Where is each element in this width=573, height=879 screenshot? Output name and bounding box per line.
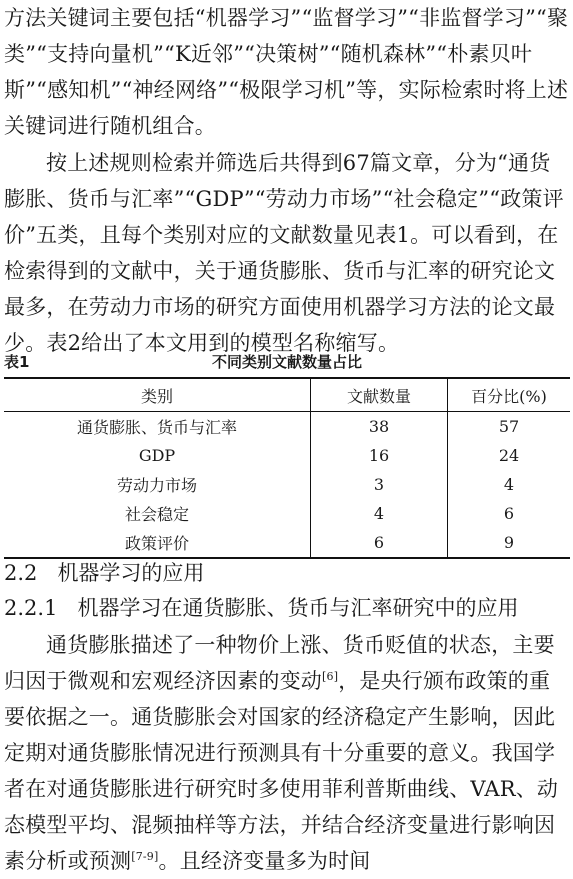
table-row	[4, 412, 570, 442]
column-header-category: 类别	[4, 378, 311, 412]
citation[interactable]: [6]	[322, 670, 339, 683]
paragraph-inflation	[4, 627, 570, 879]
paragraph-text-part: 通货膨胀描述了一种物价上涨、货币贬值的状态，主要归因于微观和宏观经济因素的变动	[4, 633, 555, 693]
cell-percent: 9	[448, 528, 571, 558]
cell-percent: 4	[503, 475, 515, 494]
section-heading	[4, 555, 204, 591]
cell-percent: 6	[503, 504, 515, 523]
paragraph-text: 按上述规则检索并筛选后共得到67篇文章，分为“通货膨胀、货币与汇率”“GDP”“劳动力市场”“社会稳定”“政策评价”五类，且每个类别对应的文献数量见表1。可以看到，在检索得到的文献中，关于通货膨胀、货币与汇率的研究论文最多，在劳动力市场的研究方面使用机器学习方法的论文最少。表2给出了本文用到的模型名称缩写。	[4, 151, 564, 355]
paragraph-results	[4, 145, 570, 361]
cell-count: 16	[311, 441, 448, 470]
cell-category: 社会稳定	[4, 499, 311, 528]
cell-count: 38	[311, 412, 448, 442]
cell-percent: 57	[498, 417, 520, 436]
table-row	[4, 470, 570, 499]
column-header-count: 文献数量	[311, 378, 448, 412]
cell-category: 政策评价	[4, 528, 311, 558]
table-row	[4, 441, 570, 470]
cell-category: 通货膨胀、货币与汇率	[4, 412, 311, 442]
column-header-percent: 百分比(%)	[448, 378, 571, 412]
paragraph-text-part: 。且经济变量多为时间	[158, 849, 371, 873]
cell-count: 6	[311, 528, 448, 558]
cell-category: GDP	[4, 441, 311, 470]
table-label: 表1	[4, 353, 30, 371]
literature-count-table	[4, 377, 570, 559]
paragraph-keywords	[4, 0, 570, 144]
subsection-heading	[4, 590, 518, 626]
paragraph-text: 方法关键词主要包括“机器学习”“监督学习”“非监督学习”“聚类”“支持向量机”“K近邻”“决策树”“随机森林”“朴素贝叶斯”“感知机”“神经网络”“极限学习机”等，实际检索时将上述关键词进行随机组合。	[4, 6, 569, 138]
paragraph-text-part: ，是央行颁布政策的重要依据之一。通货膨胀会对国家的经济稳定产生影响，因此定期对通货膨胀情况进行预测具有十分重要的意义。我国学者在对通货膨胀进行研究时多使用菲利普斯曲线、VAR、动态模型平均、混频抽样等方法，并结合经济变量进行影响因素分析或预测	[4, 669, 559, 873]
citation[interactable]: [7-9]	[131, 850, 159, 863]
table-caption	[4, 351, 570, 373]
table-header-row	[4, 378, 570, 412]
cell-percent: 24	[498, 446, 520, 465]
table-row	[4, 499, 570, 528]
cell-count: 3	[311, 470, 448, 499]
cell-count: 4	[311, 499, 448, 528]
subsection-number: 2.2.1	[4, 596, 58, 620]
table-title: 不同类别文献数量占比	[211, 353, 362, 371]
section-title: 机器学习的应用	[57, 561, 205, 585]
paragraph-text	[4, 627, 570, 879]
table-row	[4, 528, 570, 558]
section-number: 2.2	[4, 561, 38, 585]
subsection-title: 机器学习在通货膨胀、货币与汇率研究中的应用	[77, 596, 519, 620]
cell-category: 劳动力市场	[4, 470, 311, 499]
